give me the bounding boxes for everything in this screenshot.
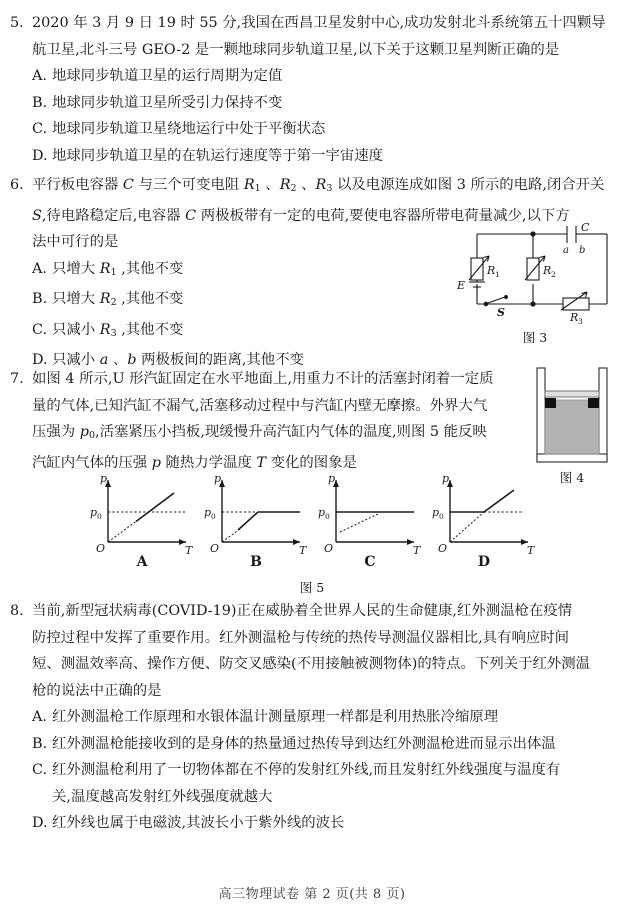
question-5-option-b[interactable] bbox=[10, 90, 614, 117]
svg-text:2: 2 bbox=[551, 270, 556, 279]
option-d-text: 红外线也属于电磁波,其波长小于紫外线的波长 bbox=[52, 815, 345, 831]
svg-text:O: O bbox=[324, 542, 334, 555]
figure-3-label-r2: R bbox=[543, 264, 552, 277]
option-b-text: 只增大 $R_2$ ,其他不变 bbox=[52, 291, 184, 308]
page-footer: 高三物理试卷 第 2 页(共 8 页) bbox=[218, 887, 406, 902]
svg-text:p: p bbox=[100, 472, 108, 485]
svg-text:1: 1 bbox=[495, 270, 500, 279]
svg-text:O: O bbox=[96, 542, 106, 555]
option-b-text: 地球同步轨道卫星所受引力保持不变 bbox=[52, 94, 283, 111]
option-b-label: B. bbox=[32, 291, 48, 307]
figure-3-label-source: E bbox=[457, 279, 466, 292]
question-8-option-a[interactable] bbox=[10, 704, 614, 731]
option-a-text: 红外测温枪工作原理和水银体温计测量原理一样都是利用热胀冷缩原理 bbox=[52, 709, 499, 725]
svg-text:p: p bbox=[318, 506, 326, 519]
option-c-text: 只减小 $R_3$ ,其他不变 bbox=[52, 321, 184, 339]
svg-text:T: T bbox=[299, 544, 307, 556]
option-a-label: A. bbox=[32, 709, 47, 725]
question-8-option-c[interactable] bbox=[10, 757, 614, 784]
figure-5-letter-b: B bbox=[250, 554, 262, 570]
question-8-stem-line-3: 短、测温效率高、操作方便、防交叉感染(不用接触被测物体)的特点。下列关于红外测温 bbox=[32, 656, 591, 672]
figure-3-caption: 图 3 bbox=[522, 330, 548, 345]
figure-3-circuit bbox=[455, 222, 615, 345]
question-5-stem-line-2: 航卫星,北斗三号 GEO-2 是一颗地球同步轨道卫星,以下关于这颗卫星判断正确的是 bbox=[32, 41, 560, 58]
option-d-text: 地球同步轨道卫星的在轨运行速度等于第一宇宙速度 bbox=[52, 147, 383, 164]
option-c-text: 地球同步轨道卫星绕地运行中处于平衡状态 bbox=[52, 121, 326, 137]
option-a-label: A. bbox=[32, 68, 47, 84]
figure-4-caption: 图 4 bbox=[559, 470, 585, 485]
svg-text:p: p bbox=[90, 506, 98, 519]
option-d-text: 只减小 a 、b 两极板间的距离,其他不变 bbox=[52, 352, 304, 368]
svg-text:0: 0 bbox=[97, 512, 102, 521]
option-b-label: B. bbox=[32, 735, 48, 752]
option-b-text: 红外测温枪能接收到的是身体的热量通过热传导到达红外测温枪进而显示出体温 bbox=[52, 735, 556, 752]
figure-5-graph-c bbox=[314, 470, 426, 570]
figure-5-graph-d bbox=[428, 470, 540, 570]
svg-text:T: T bbox=[185, 544, 193, 556]
question-7 bbox=[10, 366, 614, 476]
svg-text:T: T bbox=[527, 544, 535, 556]
question-5-number: 5. bbox=[10, 15, 24, 31]
figure-5-caption: 图 5 bbox=[299, 580, 325, 595]
question-5-stem-line-1 bbox=[10, 10, 614, 37]
svg-text:p: p bbox=[204, 506, 212, 519]
question-5-stem-text-1: 2020 年 3 月 9 日 19 时 55 分,我国在西昌卫星发射中心,成功发射北斗系统第五十四颗导 bbox=[32, 15, 606, 31]
option-c-label: C. bbox=[32, 321, 48, 338]
figure-3-label-plate-b: b bbox=[579, 245, 586, 256]
figure-3-label-r3: R bbox=[570, 311, 579, 324]
svg-text:0: 0 bbox=[211, 512, 216, 521]
question-6-stem-line-2: S,待电路稳定后,电容器 C 两极板带有一定的电荷,要使电容器所带电荷量减少,以下方 bbox=[32, 207, 570, 224]
question-8-stem-line-4: 枪的说法中正确的是 bbox=[32, 682, 162, 699]
svg-text:0: 0 bbox=[439, 512, 444, 521]
question-6-stem-line-1 bbox=[10, 172, 614, 203]
question-8-stem-text-1: 当前,新型冠状病毒(COVID-19)正在威胁着全世界人民的生命健康,红外测温枪在疫情 bbox=[32, 603, 573, 619]
svg-text:O: O bbox=[210, 542, 220, 555]
svg-text:T: T bbox=[413, 544, 421, 556]
option-a-label: A. bbox=[32, 260, 47, 277]
svg-text:O: O bbox=[438, 542, 448, 555]
svg-text:p: p bbox=[328, 472, 336, 485]
question-8-option-c-continued: 关,温度越高发射红外线强度就越大 bbox=[52, 788, 273, 805]
question-8-option-b[interactable] bbox=[10, 731, 614, 758]
figure-4-cylinder bbox=[529, 366, 615, 484]
option-a-text: 只增大 $R_1$ ,其他不变 bbox=[52, 260, 184, 278]
question-6-stem-line-3: 法中可行的是 bbox=[32, 234, 119, 250]
figure-5-graph-b bbox=[200, 470, 312, 570]
question-6-stem-text-1: 平行板电容器 C 与三个可变电阻 $R_1$ 、$R_2$ 、$R_3$ 以及电源连成如图 3 所示的电路,闭合开关 bbox=[32, 177, 605, 194]
question-8-stem-line-2: 防控过程中发挥了重要作用。红外测温枪与传统的热传导测温仪器相比,具有响应时间 bbox=[32, 629, 570, 646]
question-6-number: 6. bbox=[10, 177, 24, 193]
question-7-stem-text-1: 如图 4 所示,U 形汽缸固定在水平地面上,用重力不计的活塞封闭着一定质 bbox=[32, 371, 494, 387]
option-d-label: D. bbox=[32, 147, 48, 164]
figure-3-label-plate-a: a bbox=[563, 245, 569, 256]
question-8-stem-line-1 bbox=[10, 598, 614, 625]
question-7-stem-line-1 bbox=[10, 366, 614, 393]
option-d-label: D. bbox=[32, 352, 48, 368]
question-7-stem-line-2: 量的气体,已知汽缸不漏气,活塞移动过程中与汽缸内壁无摩擦。外界大气 bbox=[32, 397, 488, 414]
figure-5-letter-a: A bbox=[136, 554, 148, 570]
question-8-option-d[interactable] bbox=[10, 810, 614, 837]
option-c-label: C. bbox=[32, 121, 48, 137]
figure-3-label-capacitor: C bbox=[581, 222, 590, 234]
figure-5-graphs bbox=[86, 470, 546, 575]
figure-3-label-r1: R bbox=[487, 264, 496, 277]
option-d-label: D. bbox=[32, 815, 48, 831]
svg-text:3: 3 bbox=[578, 317, 583, 324]
option-b-label: B. bbox=[32, 94, 48, 111]
question-5-option-a[interactable] bbox=[10, 63, 614, 90]
figure-5-letter-d: D bbox=[477, 554, 491, 570]
question-5-option-c[interactable] bbox=[10, 116, 614, 143]
option-c-label: C. bbox=[32, 762, 48, 778]
question-5 bbox=[10, 10, 614, 169]
question-7-stem-line-3: 压强为 $p_0$,活塞紧压小挡板,现缓慢升高汽缸内气体的温度,则图 5 能反映 bbox=[32, 424, 487, 441]
option-c-text: 红外测温枪利用了一切物体都在不停的发射红外线,而且发射红外线强度与温度有 bbox=[52, 762, 561, 778]
question-7-stem-line-4: 汽缸内气体的压强 p 随热力学温度 T 变化的图象是 bbox=[32, 454, 357, 471]
svg-text:p: p bbox=[442, 472, 450, 485]
figure-5-graph-a bbox=[86, 470, 198, 570]
svg-text:0: 0 bbox=[325, 512, 330, 521]
figure-5-letter-c: C bbox=[364, 554, 376, 570]
option-a-text: 地球同步轨道卫星的运行周期为定值 bbox=[52, 68, 283, 84]
svg-text:p: p bbox=[432, 506, 440, 519]
figure-3-label-switch: S bbox=[497, 306, 505, 319]
question-7-number: 7. bbox=[10, 371, 24, 387]
svg-text:p: p bbox=[214, 472, 222, 485]
question-5-option-d[interactable] bbox=[10, 143, 614, 170]
question-8-number: 8. bbox=[10, 603, 24, 619]
question-8 bbox=[10, 598, 614, 837]
